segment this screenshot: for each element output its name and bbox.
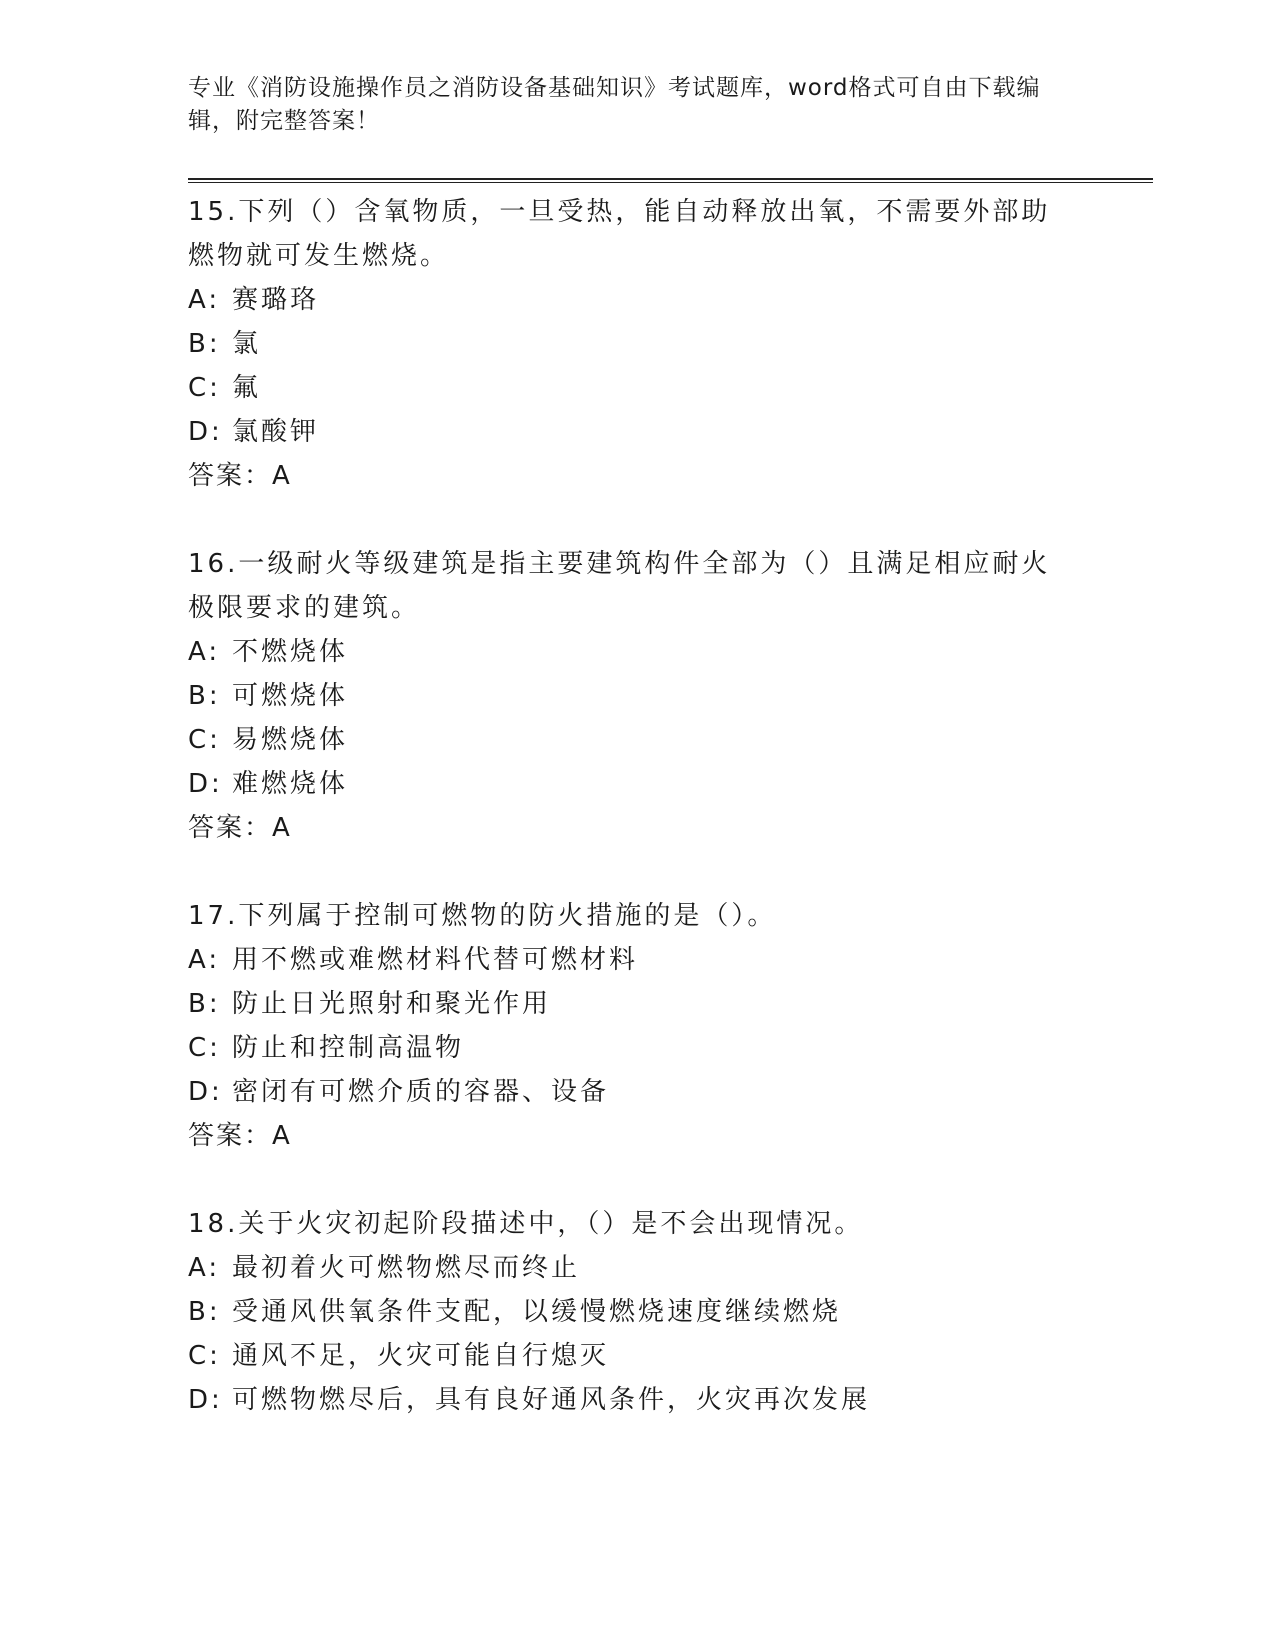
header-rule-thick <box>188 178 1153 180</box>
option-label: B: <box>188 989 221 1019</box>
option-label: C: <box>188 373 221 403</box>
option-d <box>188 1378 1088 1422</box>
option-c <box>188 1334 1088 1378</box>
option-text: 密闭有可燃介质的容器、设备 <box>232 1077 610 1107</box>
option-text: 可燃物燃尽后，具有良好通风条件，火灾再次发展 <box>232 1385 871 1415</box>
option-text: 易燃烧体 <box>232 725 349 755</box>
option-label: D: <box>188 769 223 799</box>
option-c <box>188 1026 1088 1070</box>
option-text: 氯 <box>232 329 262 359</box>
option-text: 通风不足，火灾可能自行熄灭 <box>232 1341 610 1371</box>
option-label: C: <box>188 725 221 755</box>
option-d <box>188 762 1088 806</box>
option-text: 最初着火可燃物燃尽而终止 <box>232 1253 581 1283</box>
option-a <box>188 278 1088 322</box>
question-stem: 17.下列属于控制可燃物的防火措施的是（）。 <box>188 901 777 931</box>
option-c <box>188 366 1088 410</box>
option-label: A: <box>188 285 221 315</box>
option-c <box>188 718 1088 762</box>
option-text: 防止日光照射和聚光作用 <box>232 989 552 1019</box>
option-text: 受通风供氧条件支配，以缓慢燃烧速度继续燃烧 <box>232 1297 842 1327</box>
option-label: B: <box>188 329 221 359</box>
question-list <box>188 190 1088 1422</box>
option-label: A: <box>188 945 221 975</box>
option-label: C: <box>188 1033 221 1063</box>
option-text: 赛璐珞 <box>232 285 320 315</box>
option-text: 氯酸钾 <box>232 417 320 447</box>
option-b <box>188 982 1088 1026</box>
header-rule-thin <box>188 182 1153 183</box>
option-label: B: <box>188 1297 221 1327</box>
question-stem: 18.关于火灾初起阶段描述中，（）是不会出现情况。 <box>188 1209 864 1239</box>
question-18 <box>188 1202 1088 1422</box>
option-label: A: <box>188 1253 221 1283</box>
option-d <box>188 1070 1088 1114</box>
option-text: 防止和控制高温物 <box>232 1033 465 1063</box>
question-17 <box>188 894 1088 1158</box>
question-stem: 15.下列（）含氧物质，一旦受热，能自动释放出氧，不需要外部助燃物就可发生燃烧。 <box>188 197 1051 271</box>
option-label: D: <box>188 417 223 447</box>
option-text: 氟 <box>232 373 262 403</box>
option-a <box>188 938 1088 982</box>
option-text: 难燃烧体 <box>232 769 349 799</box>
option-b <box>188 674 1088 718</box>
option-d <box>188 410 1088 454</box>
question-15 <box>188 190 1088 498</box>
option-label: D: <box>188 1077 223 1107</box>
option-b <box>188 1290 1088 1334</box>
answer-line: 答案：A <box>188 461 292 491</box>
option-a <box>188 1246 1088 1290</box>
option-label: D: <box>188 1385 223 1415</box>
option-text: 可燃烧体 <box>232 681 349 711</box>
option-label: C: <box>188 1341 221 1371</box>
answer-line: 答案：A <box>188 1121 292 1151</box>
option-a <box>188 630 1088 674</box>
option-text: 用不燃或难燃材料代替可燃材料 <box>232 945 639 975</box>
option-b <box>188 322 1088 366</box>
question-16 <box>188 542 1088 850</box>
option-label: B: <box>188 681 221 711</box>
question-stem: 16.一级耐火等级建筑是指主要建筑构件全部为（）且满足相应耐火极限要求的建筑。 <box>188 549 1051 623</box>
option-label: A: <box>188 637 221 667</box>
option-text: 不燃烧体 <box>232 637 349 667</box>
answer-line: 答案：A <box>188 813 292 843</box>
document-header: 专业《消防设施操作员之消防设备基础知识》考试题库，word格式可自由下载编辑，附完整答案！ <box>188 75 1041 134</box>
